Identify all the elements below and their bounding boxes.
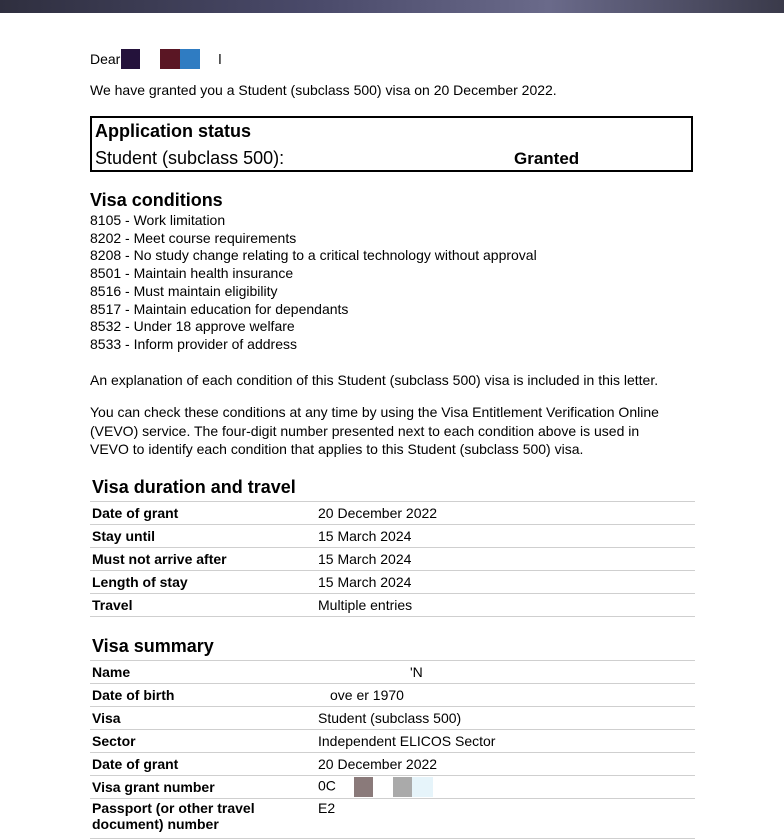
row-value: 20 December 2022 [316, 753, 695, 776]
row-value: 'N [316, 661, 695, 684]
travel-heading: Visa duration and travel [92, 477, 296, 497]
row-label: Stay until [90, 525, 316, 548]
explanation-text: An explanation of each condition of this Student (subclass 500) visa is included in this letter. [90, 372, 659, 388]
intro-text: We have granted you a Student (subclass 500) visa on 20 December 2022. [90, 82, 557, 98]
redaction-block [180, 49, 200, 69]
table-row [90, 548, 695, 571]
row-value: E2 [316, 799, 695, 839]
header-band [0, 0, 784, 13]
redaction-block [160, 49, 180, 69]
vevo-line: VEVO to identify each condition that applies to this Student (subclass 500) visa. [90, 441, 584, 457]
row-value: 15 March 2024 [316, 548, 695, 571]
greeting-salutation: Dear [90, 51, 121, 67]
greeting [90, 49, 221, 69]
table-row [90, 502, 695, 525]
status-value: Granted [514, 149, 580, 168]
row-value: 15 March 2024 [316, 571, 695, 594]
row-label: Name [90, 661, 316, 684]
redaction-block [121, 49, 140, 69]
table-row [90, 776, 695, 799]
row-value: ove er 1970 [316, 684, 695, 707]
table-row [90, 594, 695, 617]
condition-item: 8517 - Maintain education for dependants [90, 300, 349, 317]
row-label: Passport (or other travel document) number [90, 799, 316, 839]
row-value: 15 March 2024 [316, 525, 695, 548]
row-label: Sector [90, 730, 316, 753]
table-row [90, 571, 695, 594]
condition-item: 8533 - Inform provider of address [90, 335, 297, 352]
vevo-paragraph [90, 403, 659, 459]
row-value: Independent ELICOS Sector [316, 730, 695, 753]
condition-item: 8202 - Meet course requirements [90, 229, 297, 246]
explanation-paragraph [90, 371, 658, 390]
condition-item: 8105 - Work limitation [90, 212, 226, 228]
vevo-line: You can check these conditions at any time by using the Visa Entitlement Verification Online [90, 404, 659, 420]
status-title: Application status [95, 121, 252, 141]
row-label: Date of grant [90, 502, 316, 525]
table-row [90, 525, 695, 548]
status-label: Student (subclass 500): [95, 148, 285, 168]
conditions-heading: Visa conditions [90, 190, 223, 210]
condition-item: 8208 - No study change relating to a critical technology without approval [90, 247, 537, 264]
row-label: Date of grant [90, 753, 316, 776]
condition-item: 8532 - Under 18 approve welfare [90, 318, 295, 335]
application-status-box [90, 116, 693, 172]
redaction-block [354, 777, 373, 797]
table-row [90, 753, 695, 776]
table-row [90, 730, 695, 753]
summary-heading: Visa summary [92, 636, 214, 656]
row-label: Length of stay [90, 571, 316, 594]
row-label: Visa grant number [90, 776, 316, 799]
greeting-tail: l [218, 51, 222, 67]
condition-item: 8516 - Must maintain eligibility [90, 282, 278, 299]
table-row [90, 799, 695, 839]
conditions-list [90, 212, 537, 354]
redaction-block [412, 777, 433, 797]
table-row [90, 661, 695, 684]
redaction-block [393, 777, 412, 797]
row-value: Student (subclass 500) [316, 707, 695, 730]
summary-table [90, 660, 695, 839]
row-label: Must not arrive after [90, 548, 316, 571]
row-value: 20 December 2022 [316, 502, 695, 525]
row-label: Travel [90, 594, 316, 617]
vevo-line: (VEVO) service. The four-digit number presented next to each condition above is used in [90, 422, 640, 439]
travel-table [90, 501, 695, 617]
row-label: Visa [90, 707, 316, 730]
row-value: Multiple entries [316, 594, 695, 617]
condition-item: 8501 - Maintain health insurance [90, 265, 294, 282]
row-label: Date of birth [90, 684, 316, 707]
row-value: 0C [316, 776, 695, 799]
table-row [90, 707, 695, 730]
table-row [90, 684, 695, 707]
